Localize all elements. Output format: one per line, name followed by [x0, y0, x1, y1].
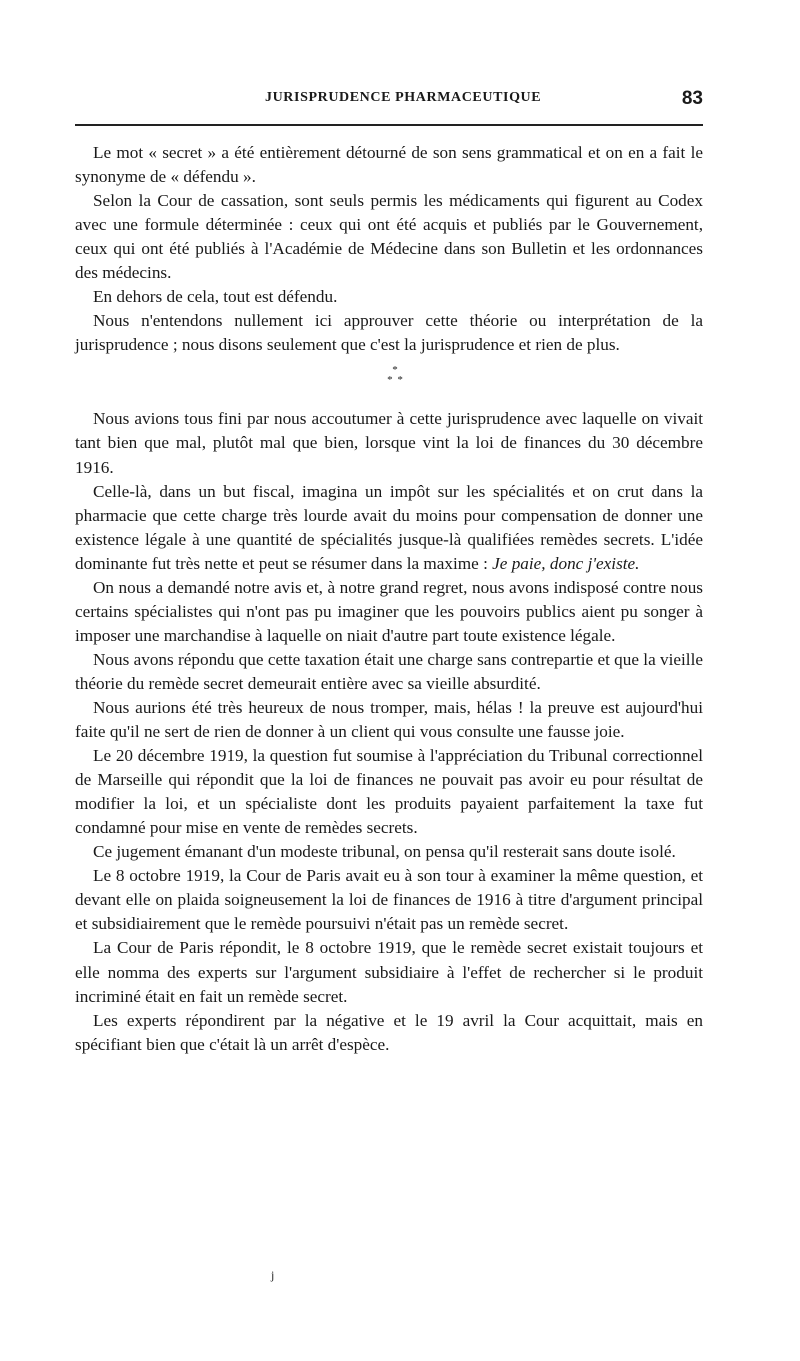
paragraph: Nous avons répondu que cette taxation était une charge sans contrepartie et que la vieille théorie du remède secret demeurait entière avec sa vieille absurdité. [75, 649, 703, 693]
running-title: JURISPRUDENCE PHARMACEUTIQUE [265, 90, 542, 105]
paragraph: Les experts répondirent par la négative et le 19 avril la Cour acquittait, mais en spécifiant bien que c'était là un arrêt d'espèce. [75, 1010, 703, 1054]
running-header [75, 88, 703, 114]
paragraph-text: Celle-là, dans un but fiscal, imagina un impôt sur les spécialités et on crut dans la pharmacie que cette charge très lourde avait du moins pour compensation de donner une existence légale à une quantité de spécialités jusque-là qualifiées remèdes secrets. L'idée dominante fut très nette et peut se résumer dans la maxime : [75, 481, 703, 573]
asterism-bottom: * * [387, 374, 403, 387]
asterism-separator [87, 357, 703, 407]
header-rule [75, 124, 703, 126]
paragraph [75, 480, 703, 576]
maxim: Je paie, donc j'existe. [492, 553, 640, 573]
paragraph: Nous aurions été très heureux de nous tromper, mais, hélas ! la preuve est aujourd'hui faite qu'il ne sert de rien de donner à un client qui vous consulte une fausse joie. [75, 697, 703, 742]
paragraph: Le 8 octobre 1919, la Cour de Paris avait eu à son tour à examiner la même question, et devant elle on plaida soigneusement la loi de finances de 1916 à titre d'argument principal et subsidiairement que le remède poursuivi n'était pas un remède secret. [75, 866, 703, 934]
paragraph: Selon la Cour de cassation, sont seuls permis les médicaments qui figurent au Codex avec une formule déterminée : ceux qui ont été acquis et publiés par le Gouvernement, ceux qui ont été publiés à l'Académie de Médecine dans son Bulletin et les ordonnances des médecins. [75, 191, 703, 283]
paragraph: La Cour de Paris répondit, le 8 octobre 1919, que le remède secret existait toujours et elle nomma des experts sur l'argument subsidiaire à l'effet de rechercher si le produit incriminé était en fait un remède secret. [75, 938, 703, 1006]
paragraph: On nous a demandé notre avis et, à notre grand regret, nous avons indisposé contre nous certains spécialistes qui n'ont pas pu imaginer que les pouvoirs publics aient pu songer à imposer une marchandise à laquelle on niait d'autre part toute existence légale. [75, 577, 703, 645]
paragraph: Nous n'entendons nullement ici approuver cette théorie ou interprétation de la jurisprudence ; nous disons seulement que c'est la jurisprudence et rien de plus. [75, 311, 703, 355]
paragraph: Nous avions tous fini par nous accoutumer à cette jurisprudence avec laquelle on vivait tant bien que mal, plutôt mal que bien, lorsque vint la loi de finances du 30 décembre 1916. [75, 409, 703, 477]
paragraph: Ce jugement émanant d'un modeste tribunal, on pensa qu'il resterait sans doute isolé. [93, 842, 676, 862]
body-text [75, 141, 703, 1057]
asterism-top: * [392, 364, 398, 377]
printer-mark: j [271, 1268, 275, 1282]
paragraph: Le 20 décembre 1919, la question fut soumise à l'appréciation du Tribunal correctionnel de Marseille qui répondit que la loi de finances ne pouvait pas avoir eu pour résultat de modifier la loi, et un spécialiste dont les produits payaient parfaitement la taxe fut condamné pour mise en vente de remèdes secrets. [75, 746, 703, 838]
page-number: 83 [681, 88, 703, 109]
paragraph: Le mot « secret » a été entièrement détourné de son sens grammatical et on en a fait le synonyme de « défendu ». [75, 143, 703, 187]
paragraph: En dehors de cela, tout est défendu. [93, 287, 338, 307]
